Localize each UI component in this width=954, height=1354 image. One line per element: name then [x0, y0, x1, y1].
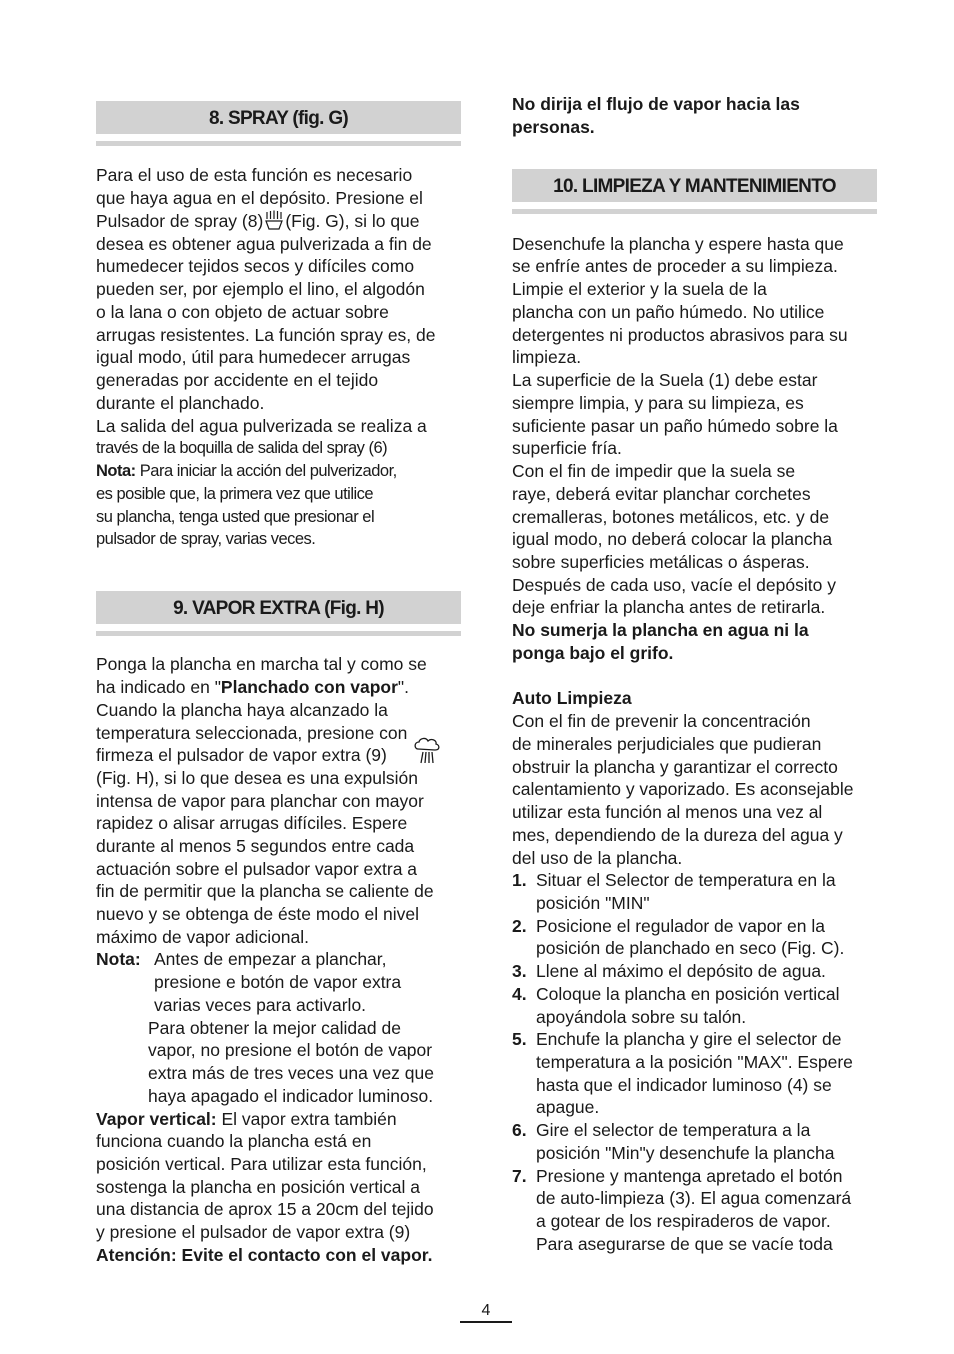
step-text-line: posición "Min"y desenchufe la plancha: [536, 1143, 835, 1163]
vapor-text-line: [96, 676, 409, 699]
cleaning-warning-line: No sumerja la plancha en agua ni la: [512, 620, 809, 640]
auto-cleaning-line: utilizar esta función al menos una vez al: [512, 802, 823, 822]
cleaning-text-line: sobre superficies metálicas o ásperas.: [512, 552, 810, 572]
spray-note-line: es posible que, la primera vez que utilice: [96, 485, 374, 503]
section-heading-cleaning: 10. LIMPIEZA Y MANTENIMIENTO: [512, 169, 877, 202]
vapor-vertical-label: Vapor vertical:: [96, 1109, 217, 1129]
vapor-text-line: máximo de vapor adicional.: [96, 927, 310, 947]
vapor-text-line: nuevo y se obtenga de éste modo el nivel: [96, 904, 419, 924]
vapor-text-line: fin de permitir que la plancha se caliente de: [96, 881, 434, 901]
auto-cleaning-line: mes, dependiendo de la dureza del agua y: [512, 825, 843, 845]
cleaning-text-line: limpieza.: [512, 347, 582, 367]
page-number-underline: [460, 1321, 512, 1323]
vapor-note-label: Nota:: [96, 949, 141, 969]
vapor-note-line: Antes de empezar a planchar,: [154, 949, 387, 969]
vapor-note-line: vapor, no presione el botón de vapor: [148, 1040, 433, 1060]
step-text-line: hasta que el indicador luminoso (4) se: [536, 1075, 832, 1095]
step-number: 7.: [512, 1166, 527, 1186]
vapor-note-line: presione e botón de vapor extra: [154, 972, 402, 992]
vapor-vertical-line: sostenga la plancha en posición vertical a: [96, 1177, 420, 1197]
vapor-note-line: haya apagado el indicador luminoso.: [148, 1086, 434, 1106]
note-label: Nota:: [96, 462, 136, 480]
vapor-text-line: rapidez o alisar arrugas difíciles. Espere: [96, 813, 408, 833]
vapor-text-bold: Planchado con vapor: [220, 677, 398, 697]
spray-text-line: o la lana o con objeto de actuar sobre: [96, 302, 389, 322]
vapor-text-line: Ponga la plancha en marcha tal y como se: [96, 654, 427, 674]
cleaning-text-line: cremalleras, botones metálicos, etc. y de: [512, 507, 830, 527]
vapor-text-line: intensa de vapor para planchar con mayor: [96, 791, 424, 811]
step-number: 2.: [512, 916, 527, 936]
auto-cleaning-line: del uso de la plancha.: [512, 848, 683, 868]
spray-note-line: pulsador de spray, varias veces.: [96, 530, 316, 548]
cleaning-text-line: plancha con un paño húmedo. No utilice: [512, 302, 825, 322]
spray-text-line: que haya agua en el depósito. Presione el: [96, 188, 423, 208]
cleaning-text-line: raye, deberá evitar planchar corchetes: [512, 484, 811, 504]
cleaning-text-line: suficiente pasar un paño húmedo sobre la: [512, 416, 838, 436]
spray-text-fragment: Pulsador de spray (8): [96, 211, 264, 231]
vapor-note-line: Para obtener la mejor calidad de: [148, 1018, 401, 1038]
cleaning-text-line: igual modo, no deberá colocar la plancha: [512, 529, 833, 549]
spray-text-line: generadas por accidente en el tejido: [96, 370, 379, 390]
step-text-line: de auto-limpieza (3). El agua comenzará: [536, 1188, 852, 1208]
step-text-line: Para asegurarse de que se vacíe toda: [536, 1234, 833, 1254]
step-text-line: Presione y mantenga apretado el botón: [536, 1166, 843, 1186]
cleaning-text-line: La superficie de la Suela (1) debe estar: [512, 370, 818, 390]
cleaning-text-line: deje enfriar la plancha antes de retirarla.: [512, 597, 826, 617]
auto-cleaning-line: calentamiento y vaporizado. Es aconsejable: [512, 779, 854, 799]
steam-burst-icon: [412, 737, 442, 770]
section-heading-spray: 8. SPRAY (fig. G): [96, 101, 461, 134]
vapor-text-line: (Fig. H), si lo que desea es una expulsión: [96, 768, 418, 788]
cleaning-text-line: Limpie el exterior y la suela de la: [512, 279, 767, 299]
spray-text-fragment: (Fig. G), si lo que: [285, 211, 420, 231]
step-text-line: posición de planchado en seco (Fig. C).: [536, 938, 845, 958]
section-heading-vapor-extra: 9. VAPOR EXTRA (Fig. H): [96, 591, 461, 624]
step-text-line: Posicione el regulador de vapor en la: [536, 916, 825, 936]
vapor-vertical-line: una distancia de aprox 15 a 20cm del tejido: [96, 1199, 434, 1219]
cleaning-text-line: Desenchufe la plancha y espere hasta que: [512, 234, 844, 254]
cleaning-text-line: se enfríe antes de proceder a su limpieza.: [512, 256, 838, 276]
cleaning-text-line: Después de cada uso, vacíe el depósito y: [512, 575, 836, 595]
note-text: Para iniciar la acción del pulverizador,: [139, 462, 397, 480]
spray-text-line: [96, 210, 420, 233]
step-number: 1.: [512, 870, 527, 890]
vapor-text-line: durante al menos 5 segundos entre cada: [96, 836, 415, 856]
auto-cleaning-title: Auto Limpieza: [512, 688, 632, 708]
vapor-text-line: temperatura seleccionada, presione con: [96, 723, 408, 743]
vapor-vertical-line: [96, 1108, 397, 1131]
spray-text-line: desea es obtener agua pulverizada a fin de: [96, 234, 432, 254]
vapor-text-fragment: ".: [397, 677, 409, 697]
vapor-note-line: varias veces para activarlo.: [154, 995, 367, 1015]
steam-warning-line: personas.: [512, 117, 595, 137]
step-number: 6.: [512, 1120, 527, 1140]
spray-note-line: su plancha, tenga usted que presionar el: [96, 508, 375, 526]
auto-cleaning-line: de minerales perjudiciales que pudieran: [512, 734, 822, 754]
vapor-vertical-line: posición vertical. Para utilizar esta función,: [96, 1154, 427, 1174]
auto-cleaning-line: obstruir la plancha y garantizar el correcto: [512, 757, 838, 777]
vapor-note-line: extra más de tres veces una vez que: [148, 1063, 434, 1083]
step-text-line: a gotear de los respiraderos de vapor.: [536, 1211, 831, 1231]
step-number: 3.: [512, 961, 527, 981]
cleaning-text-line: superficie fría.: [512, 438, 622, 458]
cleaning-warning-line: ponga bajo el grifo.: [512, 643, 674, 663]
step-text-line: Gire el selector de temperatura a la: [536, 1120, 811, 1140]
section-heading-underline: [96, 141, 461, 146]
spray-text-line: humedecer tejidos secos y difíciles como: [96, 256, 415, 276]
vapor-vertical-line: y presione el pulsador de vapor extra (9): [96, 1222, 411, 1242]
step-text-line: posición "MIN": [536, 893, 650, 913]
step-text-line: apague.: [536, 1097, 600, 1117]
spray-icon: [263, 210, 285, 230]
vapor-warning: Atención: Evite el contacto con el vapor.: [96, 1245, 433, 1265]
spray-text-line: durante el planchado.: [96, 393, 265, 413]
steam-warning-line: No dirija el flujo de vapor hacia las: [512, 94, 800, 114]
auto-cleaning-line: Con el fin de prevenir la concentración: [512, 711, 811, 731]
step-number: 4.: [512, 984, 527, 1004]
step-text-line: Coloque la plancha en posición vertical: [536, 984, 840, 1004]
vapor-text-fragment: ha indicado en ": [96, 677, 221, 697]
vapor-text-line: Cuando la plancha haya alcanzado la: [96, 700, 388, 720]
spray-text-line: arrugas resistentes. La función spray es, de: [96, 325, 436, 345]
step-text-line: Situar el Selector de temperatura en la: [536, 870, 836, 890]
step-text-line: Llene al máximo el depósito de agua.: [536, 961, 826, 981]
vapor-vertical-text: El vapor extra también: [221, 1109, 397, 1129]
cleaning-text-line: detergentes ni productos abrasivos para su: [512, 325, 848, 345]
cleaning-text-line: siempre limpia, y para su limpieza, es: [512, 393, 804, 413]
spray-text-line: La salida del agua pulverizada se realiza a: [96, 416, 427, 436]
vapor-vertical-line: funciona cuando la plancha está en: [96, 1131, 372, 1151]
page-number: 4: [481, 1302, 491, 1319]
step-text-line: Enchufe la plancha y gire el selector de: [536, 1029, 842, 1049]
spray-text-line: igual modo, útil para humedecer arrugas: [96, 347, 411, 367]
section-heading-underline: [512, 209, 877, 214]
vapor-text-line: firmeza el pulsador de vapor extra (9): [96, 745, 387, 765]
spray-text-line: Para el uso de esta función es necesario: [96, 165, 413, 185]
step-text-line: apoyándola sobre su talón.: [536, 1007, 747, 1027]
step-number: 5.: [512, 1029, 527, 1049]
spray-text-line: través de la boquilla de salida del spray (6): [96, 439, 388, 457]
cleaning-text-line: Con el fin de impedir que la suela se: [512, 461, 796, 481]
spray-text-line: pueden ser, por ejemplo el lino, el algodón: [96, 279, 425, 299]
spray-note-line: [96, 460, 397, 483]
step-text-line: temperatura a la posición "MAX". Espere: [536, 1052, 853, 1072]
section-heading-underline: [96, 631, 461, 636]
vapor-text-line: actuación sobre el pulsador vapor extra a: [96, 859, 418, 879]
